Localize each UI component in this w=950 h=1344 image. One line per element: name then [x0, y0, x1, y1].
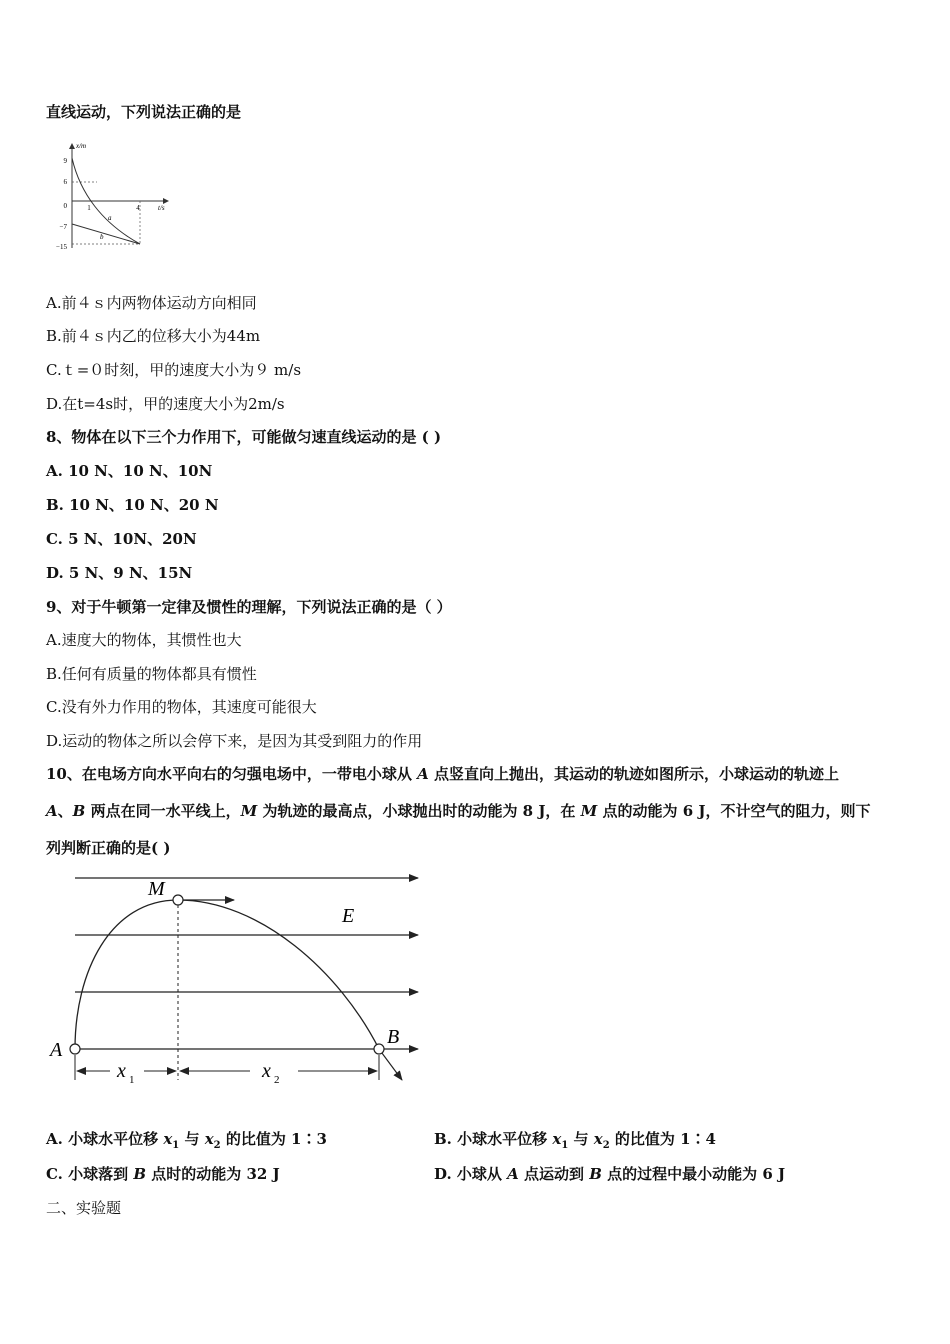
q10-stem-line2: A、B 两点在同一水平线上，M 为轨迹的最高点，小球抛出时的动能为 8 J，在 M 点的动能为 6 J，不计空气的阻力，则下	[46, 802, 871, 820]
q10-stem-line3: 列判断正确的是( )	[46, 839, 171, 857]
q8-stem: 8、物体在以下三个力作用下，可能做匀速直线运动的是 ( )	[46, 428, 442, 446]
x-axis-label: t/s	[158, 204, 165, 212]
section-heading: 二、实验题	[46, 1199, 122, 1217]
q10-option-a: A. 小球水平位移 $x_1$ 与 $x_2$ 的比值为 1∶3	[46, 1130, 327, 1151]
q9-option-a: A.速度大的物体，其惯性也大	[46, 631, 242, 649]
y-tick-neg7: −7	[59, 223, 67, 231]
label-a: A	[50, 1039, 63, 1061]
q8-option-d: D. 5 N、9 N、15N	[46, 564, 193, 582]
q10-option-c: C. 小球落到 B 点时的动能为 32 J	[46, 1165, 280, 1183]
point-b	[374, 1044, 384, 1054]
label-x1-sub: 1	[129, 1074, 135, 1086]
y-tick-neg15: −15	[56, 243, 67, 251]
q10-option-d: D. 小球从 A 点运动到 B 点的过程中最小动能为 6 J	[434, 1165, 786, 1183]
label-e: E	[342, 905, 355, 927]
q7-option-b: B.前４ｓ内乙的位移大小为44m	[46, 327, 261, 345]
q8-option-a: A. 10 N、10 N、10N	[46, 462, 213, 480]
label-x2: x	[262, 1060, 271, 1082]
y-tick-0: 0	[63, 202, 67, 210]
y-tick-6: 6	[63, 178, 67, 186]
q7-stem-tail: 直线运动，下列说法正确的是	[46, 103, 242, 121]
y-axis-label: x/m	[76, 142, 87, 150]
point-m	[173, 895, 183, 905]
x-tick-4: 4	[136, 204, 140, 212]
y-tick-9: 9	[63, 157, 67, 165]
x-tick-1: 1	[87, 204, 91, 212]
q9-option-c: C.没有外力作用的物体，其速度可能很大	[46, 698, 317, 716]
q10-stem-line1: 10、在电场方向水平向右的匀强电场中，一带电小球从 A 点竖直向上抛出，其运动的轨迹如图所示，小球运动的轨迹上	[46, 765, 840, 783]
label-b: B	[387, 1026, 400, 1048]
curve-a-label: a	[108, 214, 112, 222]
q10-option-b: B. 小球水平位移 $x_1$ 与 $x_2$ 的比值为 1∶4	[434, 1130, 716, 1151]
label-x1: x	[117, 1060, 126, 1082]
q8-option-b: B. 10 N、10 N、20 N	[46, 496, 219, 514]
line-b-label: b	[100, 233, 104, 241]
q7-option-d: D.在t=4s时，甲的速度大小为2m/s	[46, 395, 285, 413]
trajectory-curve	[75, 900, 379, 1049]
velocity-arrow-b	[379, 1049, 402, 1080]
q9-stem: 9、对于牛顿第一定律及惯性的理解，下列说法正确的是（ ）	[46, 598, 452, 616]
q10-trajectory-figure	[40, 862, 440, 1094]
label-x2-sub: 2	[274, 1074, 280, 1086]
q7-option-a: A.前４ｓ内两物体运动方向相同	[46, 294, 257, 312]
q9-option-d: D.运动的物体之所以会停下来，是因为其受到阻力的作用	[46, 732, 423, 750]
label-m: M	[148, 878, 165, 900]
q9-option-b: B.任何有质量的物体都具有惯性	[46, 665, 257, 683]
q7-option-c: C.ｔ=０时刻，甲的速度大小为９ m/s	[46, 361, 302, 379]
line-b	[72, 224, 140, 244]
q8-option-c: C. 5 N、10N、20N	[46, 530, 197, 548]
q7-xt-graph	[52, 138, 182, 258]
point-a	[70, 1044, 80, 1054]
